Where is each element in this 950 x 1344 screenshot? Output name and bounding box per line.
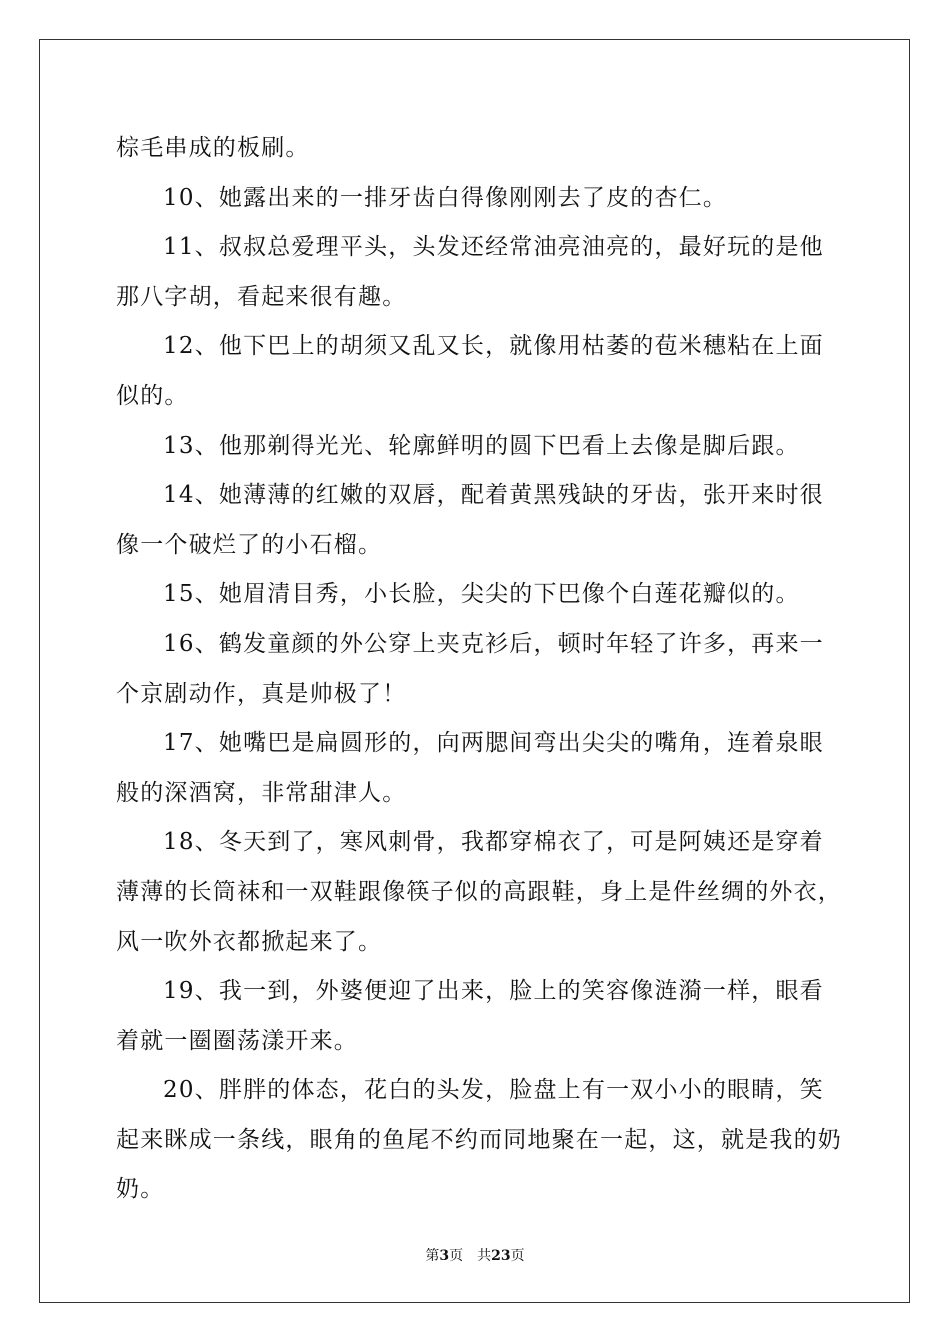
paragraph: 19、我一到，外婆便迎了出来，脸上的笑容像涟漪一样，眼看着就一圈圈荡漾开来。 (116, 978, 824, 1054)
total-suffix: 页 (510, 1248, 525, 1264)
paragraph: 17、她嘴巴是扁圆形的，向两腮间弯出尖尖的嘴角，连着泉眼般的深酒窝，非常甜津人。 (116, 730, 824, 806)
page-number: 3 (439, 1248, 450, 1264)
page-footer (0, 1246, 950, 1266)
page-suffix: 页 (449, 1248, 464, 1264)
page-prefix: 第 (425, 1248, 440, 1264)
paragraph: 13、他那剃得光光、轮廓鲜明的圆下巴看上去像是脚后跟。 (163, 432, 800, 459)
paragraph: 20、胖胖的体态，花白的头发，脸盘上有一双小小的眼睛，笑起来眯成一条线，眼角的鱼尾不约而同地聚在一起，这，就是我的奶奶。 (116, 1077, 842, 1203)
total-pages: 23 (491, 1248, 511, 1264)
paragraph: 12、他下巴上的胡须又乱又长，就像用枯萎的苞米穗粘在上面似的。 (116, 333, 824, 409)
paragraph: 15、她眉清目秀，小长脸，尖尖的下巴像个白莲花瓣似的。 (163, 581, 800, 608)
paragraph: 16、鹤发童颜的外公穿上夹克衫后，顿时年轻了许多，再来一个京剧动作，真是帅极了！ (116, 630, 824, 707)
paragraph: 10、她露出来的一排牙齿白得像刚刚去了皮的杏仁。 (163, 184, 728, 211)
paragraph: 18、冬天到了，寒风刺骨，我都穿棉衣了，可是阿姨还是穿着薄薄的长筒袜和一双鞋跟像筷子似的高跟鞋，身上是件丝绸的外衣，风一吹外衣都掀起来了。 (116, 829, 842, 955)
paragraph: 11、叔叔总爱理平头，头发还经常油亮油亮的，最好玩的是他那八字胡，看起来很有趣。 (116, 234, 824, 310)
total-prefix: 共 (477, 1248, 492, 1264)
document-body (116, 124, 848, 1215)
paragraph: 14、她薄薄的红嫩的双唇，配着黄黑残缺的牙齿，张开来时很像一个破烂了的小石榴。 (116, 482, 824, 558)
paragraph: 棕毛串成的板刷。 (116, 135, 310, 161)
